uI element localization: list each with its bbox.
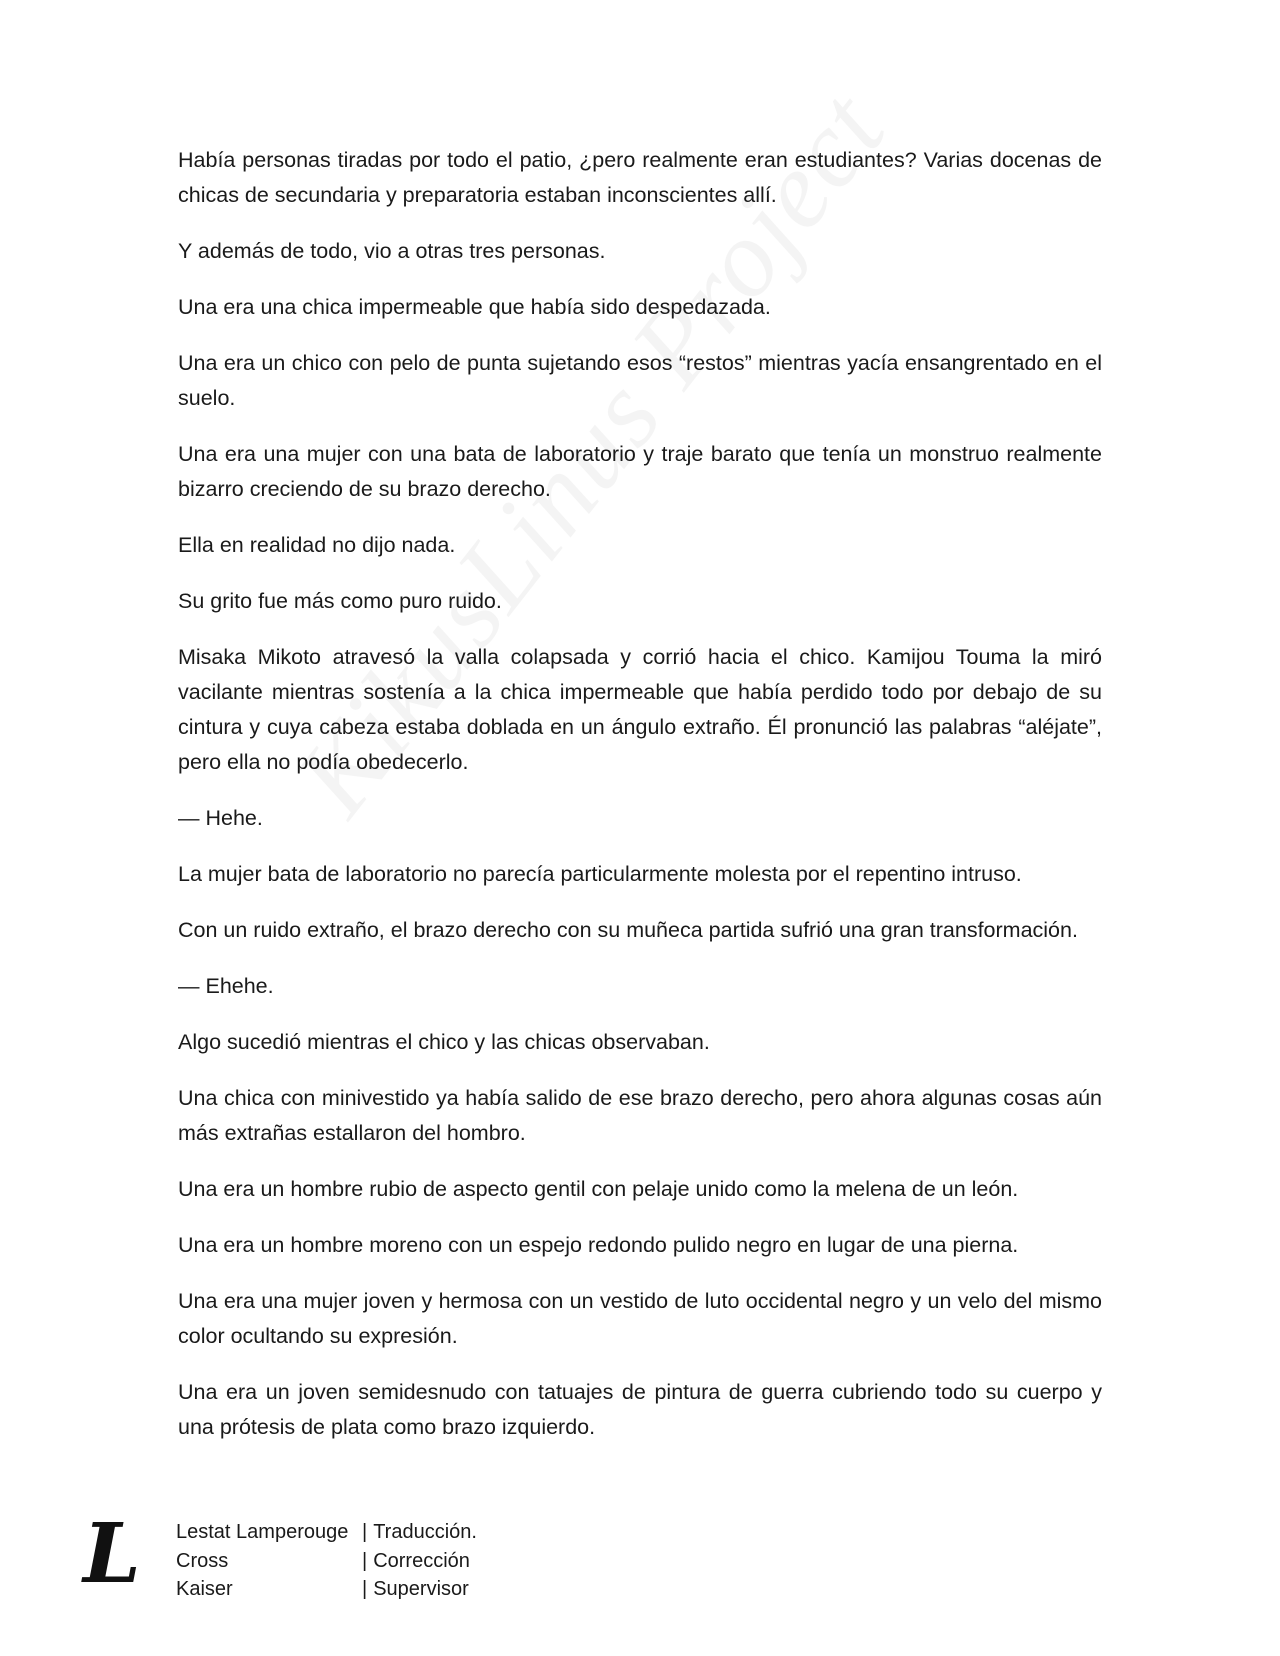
credits <box>176 1518 477 1604</box>
paragraph: Su grito fue más como puro ruido. <box>178 589 502 613</box>
paragraph: Una era una mujer joven y hermosa con un vestido de luto occidental negro y un velo del mismo color ocultando su expresión. <box>178 1289 1102 1348</box>
paragraph: Algo sucedió mientras el chico y las chicas observaban. <box>178 1030 710 1054</box>
credit-separator: | <box>362 1521 368 1543</box>
paragraph: Una era una mujer con una bata de laboratorio y traje barato que tenía un monstruo realmente bizarro creciendo de su brazo derecho. <box>178 442 1102 501</box>
credit-name: Lestat Lamperouge <box>176 1521 349 1543</box>
paragraph: Y además de todo, vio a otras tres personas. <box>178 239 606 263</box>
credit-name: Kaiser <box>176 1578 233 1600</box>
paragraph: La mujer bata de laboratorio no parecía particularmente molesta por el repentino intruso. <box>178 862 1022 886</box>
credit-role: Corrección <box>373 1549 470 1572</box>
credit-separator: | <box>362 1578 368 1600</box>
paragraph: Ella en realidad no dijo nada. <box>178 533 456 557</box>
credit-separator: | <box>362 1549 368 1572</box>
paragraph: Una era un joven semidesnudo con tatuajes de pintura de guerra cubriendo todo su cuerpo y una prótesis de plata como brazo izquierdo. <box>178 1380 1102 1439</box>
paragraph: Una era una chica impermeable que había sido despedazada. <box>178 295 771 319</box>
credit-row <box>176 1575 477 1604</box>
paragraph: Una era un hombre rubio de aspecto gentil con pelaje unido como la melena de un león. <box>178 1177 1019 1201</box>
paragraph: Misaka Mikoto atravesó la valla colapsada y corrió hacia el chico. Kamijou Touma la miró vacilante mientras sostenía a la chica impermeable que había perdido todo por debajo de su cintura y cuya cabeza estaba doblada en un ángulo extraño. Él pronunció las palabras “aléjate”, pero ella no podía obedecerlo. <box>178 645 1102 774</box>
paragraph: — Ehehe. <box>178 974 274 998</box>
credit-name: Cross <box>176 1549 229 1572</box>
paragraph: Una era un chico con pelo de punta sujetando esos “restos” mientras yacía ensangrentado en el suelo. <box>178 351 1102 410</box>
paragraph: Una era un hombre moreno con un espejo redondo pulido negro en lugar de una pierna. <box>178 1233 1019 1257</box>
logo-letter: L <box>83 1514 141 1592</box>
credit-role: Supervisor <box>373 1578 469 1600</box>
body-text <box>178 143 1102 1466</box>
footer <box>78 1514 778 1608</box>
paragraph: Con un ruido extraño, el brazo derecho con su muñeca partida sufrió una gran transformación. <box>178 918 1078 942</box>
credit-role: Traducción. <box>373 1521 477 1543</box>
paragraph: Una chica con minivestido ya había salido de ese brazo derecho, pero ahora algunas cosas aún más extrañas estallaron del hombro. <box>178 1086 1102 1145</box>
gothic-l-logo-icon <box>78 1514 146 1592</box>
credit-row <box>176 1518 477 1547</box>
paragraph: Había personas tiradas por todo el patio, ¿pero realmente eran estudiantes? Varias docenas de chicas de secundaria y preparatoria estaban inconscientes allí. <box>178 148 1102 207</box>
credit-row <box>176 1547 477 1576</box>
paragraph: — Hehe. <box>178 806 263 830</box>
